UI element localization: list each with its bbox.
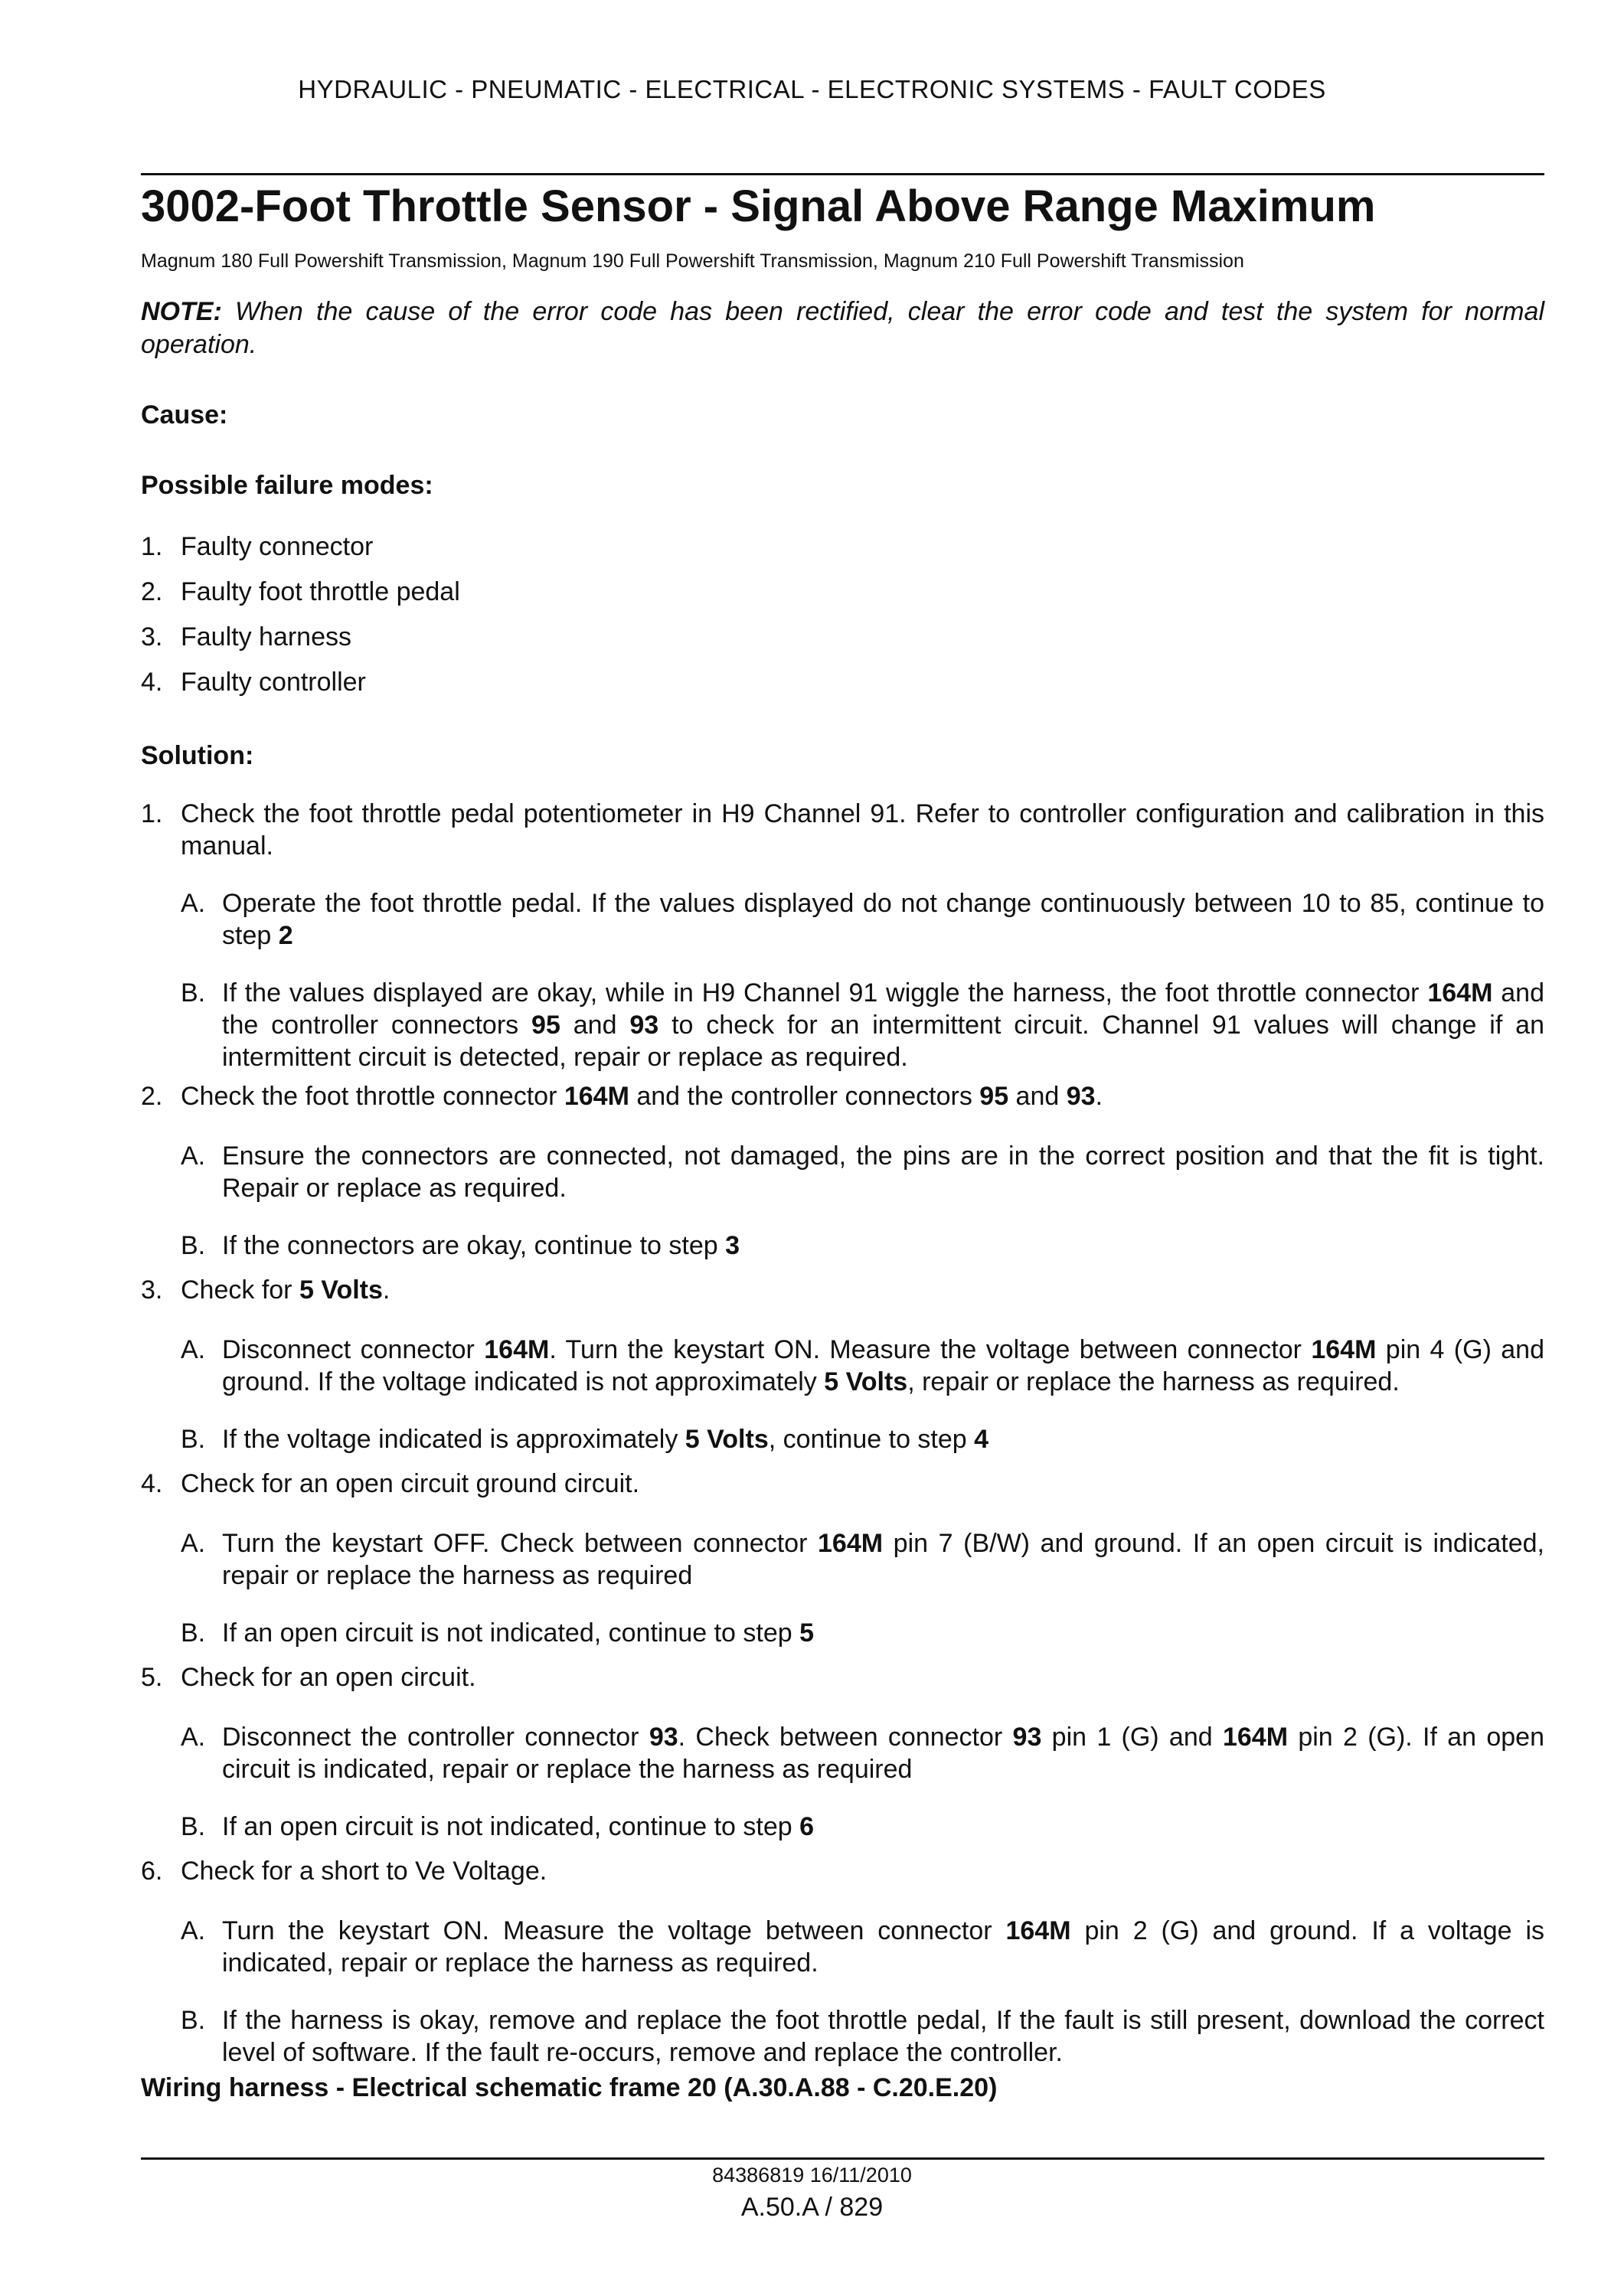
step-letter: A. [181, 1723, 206, 1752]
step-number: 1. [141, 799, 163, 828]
step-text: If an open circuit is not indicated, continue to step 6 [222, 1812, 815, 1841]
step-text: Check for an open circuit. [181, 1663, 476, 1692]
step-text: Check for an open circuit ground circuit. [181, 1469, 640, 1498]
wiring-harness-reference-link[interactable]: Wiring harness - Electrical schematic frame 20 (A.30.A.88 - C.20.E.20) [141, 2073, 998, 2102]
step-letter: B. [181, 1812, 206, 1841]
step-text: If the connectors are okay, continue to step 3 [222, 1231, 740, 1260]
solution-heading: Solution: [141, 741, 254, 770]
page-title: 3002-Foot Throttle Sensor - Signal Above Range Maximum [141, 181, 1376, 231]
step-number: 4. [141, 1469, 163, 1498]
failure-modes-heading: Possible failure modes: [141, 471, 433, 500]
step-text: Check for a short to Ve Voltage. [181, 1857, 547, 1886]
step-letter: A. [181, 1141, 206, 1171]
step-number: 3. [141, 1275, 163, 1305]
step-text: Disconnect connector 164M. Turn the keystart ON. Measure the voltage between connector 164M pin 4 (G) and ground. If the voltage indicated is not approximately 5 Volts, repair or replace the harness as required. [222, 1335, 1545, 1396]
step-letter: A. [181, 1529, 206, 1558]
step-text: If the values displayed are okay, while in H9 Channel 91 wiggle the harness, the foot throttle connector 164M and the controller connectors 95 and 93 to check for an intermittent circuit. Channel 91 values will change if an intermittent circuit is detected, repair or replace as required. [222, 978, 1544, 1072]
footer-rule [141, 2157, 1544, 2160]
step-text: Check the foot throttle pedal potentiometer in H9 Channel 91. Refer to controller configuration and calibration in this manual. [181, 799, 1544, 861]
step-text: Turn the keystart OFF. Check between connector 164M pin 7 (B/W) and ground. If an open circuit is indicated, repair or replace the harness as required [222, 1529, 1545, 1590]
step-text: If the harness is okay, remove and replace the foot throttle pedal, If the fault is still present, download the correct level of software. If the fault re-occurs, remove and replace the controller. [222, 2006, 1544, 2067]
step-letter: B. [181, 1425, 206, 1454]
step-text: Check for 5 Volts. [181, 1275, 390, 1305]
step-number: 6. [141, 1857, 163, 1886]
step-text: Check the foot throttle connector 164M and the controller connectors 95 and 93. [181, 1082, 1103, 1111]
applies-to-models: Magnum 180 Full Powershift Transmission, Magnum 190 Full Powershift Transmission, Magnum 210 Full Powershift Transmission [141, 250, 1244, 272]
page-number: A.50.A / 829 [740, 2193, 884, 2222]
step-text: If the voltage indicated is approximately 5 Volts, continue to step 4 [222, 1425, 989, 1454]
step-number: 2. [141, 1082, 163, 1111]
cause-heading: Cause: [141, 400, 228, 429]
step-letter: A. [181, 1335, 206, 1364]
step-letter: B. [181, 1618, 206, 1648]
note-text: When the cause of the error code has been rectified, clear the error code and test the system for normal operation. [141, 297, 1545, 359]
step-letter: B. [181, 2006, 206, 2035]
step-text: Operate the foot throttle pedal. If the values displayed do not change continuously between 10 to 85, continue to step 2 [222, 889, 1544, 950]
header-rule [141, 173, 1544, 175]
step-letter: A. [181, 1916, 206, 1945]
step-text: Turn the keystart ON. Measure the voltage between connector 164M pin 2 (G) and ground. If a voltage is indicated, repair or replace the harness as required. [222, 1916, 1544, 1978]
step-text: Ensure the connectors are connected, not damaged, the pins are in the correct position and that the fit is tight. Repair or replace as required. [222, 1141, 1544, 1203]
document-code: 84386819 16/11/2010 [712, 2164, 912, 2187]
step-number: 5. [141, 1663, 163, 1692]
step-text: If an open circuit is not indicated, continue to step 5 [222, 1618, 815, 1648]
running-header: HYDRAULIC - PNEUMATIC - ELECTRICAL - ELECTRONIC SYSTEMS - FAULT CODES [298, 75, 1326, 103]
step-letter: B. [181, 1231, 206, 1260]
note-paragraph [141, 296, 1544, 361]
step-letter: B. [181, 978, 206, 1008]
note-label: NOTE: [141, 297, 222, 326]
step-text: Disconnect the controller connector 93. Check between connector 93 pin 1 (G) and 164M pin 2 (G). If an open circuit is indicated, repair or replace the harness as required [222, 1723, 1545, 1784]
step-letter: A. [181, 889, 206, 918]
